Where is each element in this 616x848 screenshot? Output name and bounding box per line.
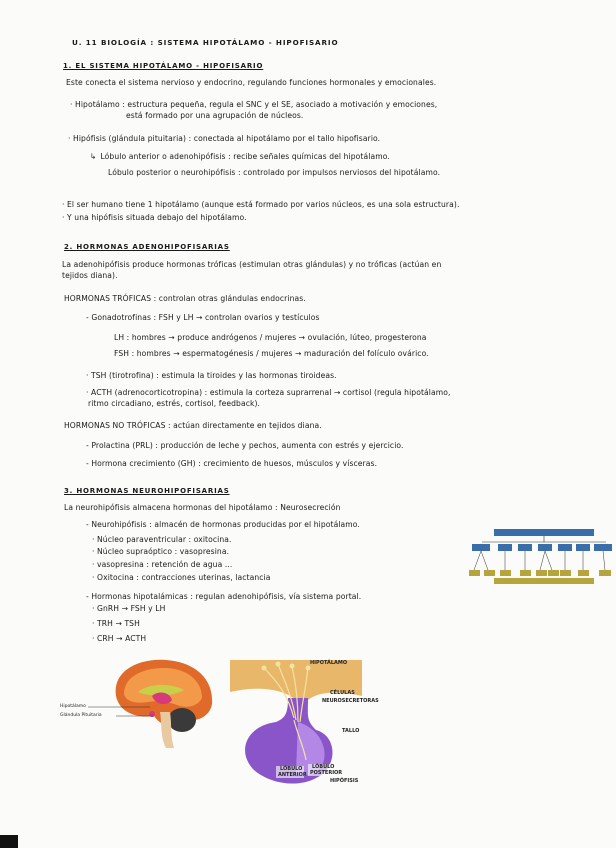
s1-hipotalamo-line1: · Hipotálamo : estructura pequeña, regula el SNC y el SE, asociado a motivación y emociones, <box>70 100 438 109</box>
pituitary-label-lobulo-posterior-1: LÓBULO <box>312 764 335 770</box>
hormone-flow-diagram <box>468 528 614 586</box>
section-3-heading: 3. HORMONAS NEUROHIPOFISARIAS <box>64 487 230 495</box>
s2-acth-line1: · ACTH (adrenocorticotropina) : estimula la corteza suprarrenal → cortisol (regula hipotálamo, <box>86 388 451 397</box>
brain-illustration <box>108 656 220 752</box>
s1-bullet-1: · El ser humano tiene 1 hipotálamo (aunque está formado por varios núcleos, es una sola estructura). <box>62 200 460 209</box>
section-2-heading: 2. HORMONAS ADENOHIPOFISARIAS <box>64 243 230 251</box>
pituitary-label-tallo: TALLO <box>342 728 360 734</box>
s1-intro: Este conecta el sistema nervioso y endocrino, regulando funciones hormonales y emocionales. <box>66 78 437 87</box>
s1-hipotalamo-line2: está formado por una agrupación de núcleos. <box>126 111 304 120</box>
s3-oxitocina: · Oxitocina : contracciones uterinas, lactancia <box>92 573 271 582</box>
scan-edge-mark <box>0 835 18 848</box>
s2-gh: - Hormona crecimiento (GH) : crecimiento de huesos, músculos y vísceras. <box>86 459 378 468</box>
s3-neurohipofisis: - Neurohipófisis : almacén de hormonas producidas por el hipotálamo. <box>86 520 360 529</box>
s2-tsh: · TSH (tirotrofina) : estimula la tiroides y las hormonas tiroideas. <box>86 371 337 380</box>
s3-gnrh: · GnRH → FSH y LH <box>92 604 166 613</box>
pituitary-label-lobulo-anterior-2: ANTERIOR <box>278 772 307 778</box>
s1-bullet-2: · Y una hipófisis situada debajo del hipotálamo. <box>62 213 247 222</box>
s1-hipofisis: · Hipófisis (glándula pituitaria) : conectada al hipotálamo por el tallo hipofisario. <box>68 134 381 143</box>
s3-crh: · CRH → ACTH <box>92 634 147 643</box>
s1-lobulo-posterior: Lóbulo posterior o neurohipófisis : controlado por impulsos nerviosos del hipotálamo. <box>108 168 441 177</box>
s2-prolactina: - Prolactina (PRL) : producción de leche y pechos, aumenta con estrés y ejercicio. <box>86 441 404 450</box>
s2-troficas: HORMONAS TRÓFICAS : controlan otras glándulas endocrinas. <box>64 294 306 303</box>
brain-label-glandula: Glándula Pituitaria <box>60 713 102 718</box>
s3-hormonas-hipotalamicas: - Hormonas hipotalámicas : regulan adenohipófisis, vía sistema portal. <box>86 592 362 601</box>
pituitary-label-lobulo-posterior-2: POSTERIOR <box>310 770 343 776</box>
pituitary-label-lobulo-anterior-1: LÓBULO <box>280 766 303 772</box>
pituitary-label-hipotalamo: HIPOTÁLAMO <box>310 660 348 666</box>
s3-intro: La neurohipófisis almacena hormonas del hipotálamo : Neurosecreción <box>64 503 341 512</box>
pituitary-label-hipofisis: HIPÓFISIS <box>330 778 359 784</box>
pituitary-label-celulas: CÉLULAS <box>330 690 355 696</box>
brain-label-leader-lines <box>88 706 158 720</box>
s2-acth-line2: ritmo circadiano, estrés, cortisol, feedback). <box>88 399 261 408</box>
s2-lh: LH : hombres → produce andrógenos / mujeres → ovulación, lúteo, progesterona <box>114 333 427 342</box>
s2-intro-line1: La adenohipófisis produce hormonas tróficas (estimulan otras glándulas) y no tróficas (actúan en <box>62 260 442 269</box>
section-1-heading: 1. EL SISTEMA HIPOTÁLAMO - HIPOFISARIO <box>63 62 264 70</box>
pituitary-label-neurosecretoras: NEUROSECRETORAS <box>322 698 379 704</box>
s2-fsh: FSH : hombres → espermatogénesis / mujeres → maduración del folículo ovárico. <box>114 349 429 358</box>
s2-gonadotrofinas: - Gonadotrofinas : FSH y LH → controlan ovarios y testículos <box>86 313 320 322</box>
s3-nucleo-supraoptico: · Núcleo supraóptico : vasopresina. <box>92 547 230 556</box>
brain-label-hipotalamo: Hipotálamo <box>60 704 86 709</box>
s3-vasopresina: · vasopresina : retención de agua ... <box>92 560 233 569</box>
page-title: U. 11 BIOLOGÍA : SISTEMA HIPOTÁLAMO - HIPOFISARIO <box>72 38 339 47</box>
s3-trh: · TRH → TSH <box>92 619 140 628</box>
s2-intro-line2: tejidos diana). <box>62 271 118 280</box>
s1-lobulo-anterior: ↳ Lóbulo anterior o adenohipófisis : recibe señales químicas del hipotálamo. <box>90 152 390 162</box>
s3-nucleo-paraventricular: · Núcleo paraventricular : oxitocina. <box>92 535 232 544</box>
s2-no-troficas: HORMONAS NO TRÓFICAS : actúan directamente en tejidos diana. <box>64 421 322 430</box>
